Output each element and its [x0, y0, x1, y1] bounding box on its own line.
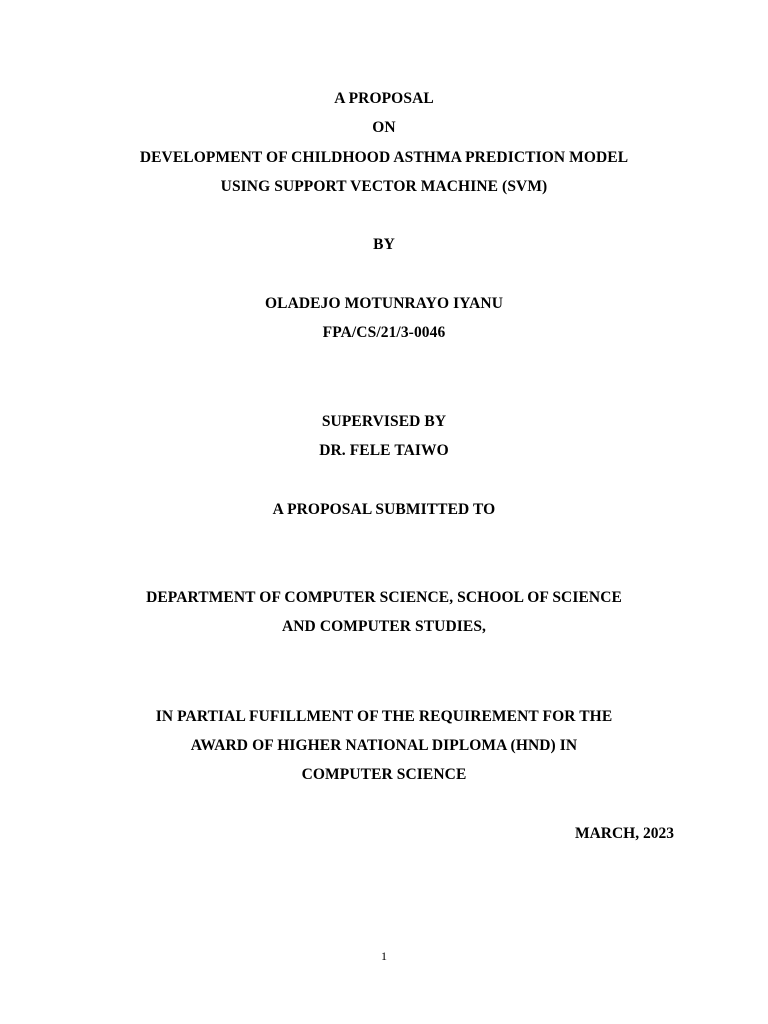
department-line-1: DEPARTMENT OF COMPUTER SCIENCE, SCHOOL OF SCIENCE — [146, 589, 622, 606]
submission-date: MARCH, 2023 — [574, 825, 674, 842]
page-number: 1 — [381, 949, 387, 963]
title-line-proposal: A PROPOSAL — [334, 90, 434, 107]
title-line-on: ON — [372, 119, 396, 136]
fulfillment-line-1: IN PARTIAL FUFILLMENT OF THE REQUIREMENT FOR THE — [155, 708, 613, 725]
author-matric-number: FPA/CS/21/3-0046 — [322, 324, 446, 341]
supervisor-label: SUPERVISED BY — [321, 413, 447, 430]
supervisor-name: DR. FELE TAIWO — [319, 442, 449, 459]
department-line-2: AND COMPUTER STUDIES, — [281, 618, 487, 635]
author-name: OLADEJO MOTUNRAYO IYANU — [265, 295, 503, 312]
submission-line: A PROPOSAL SUBMITTED TO — [272, 501, 496, 518]
title-line-topic: DEVELOPMENT OF CHILDHOOD ASTHMA PREDICTION MODEL — [139, 149, 629, 166]
title-line-method: USING SUPPORT VECTOR MACHINE (SVM) — [220, 178, 548, 195]
fulfillment-line-2: AWARD OF HIGHER NATIONAL DIPLOMA (HND) IN — [190, 737, 578, 754]
fulfillment-line-3: COMPUTER SCIENCE — [301, 766, 467, 783]
author-by-label: BY — [373, 236, 395, 253]
